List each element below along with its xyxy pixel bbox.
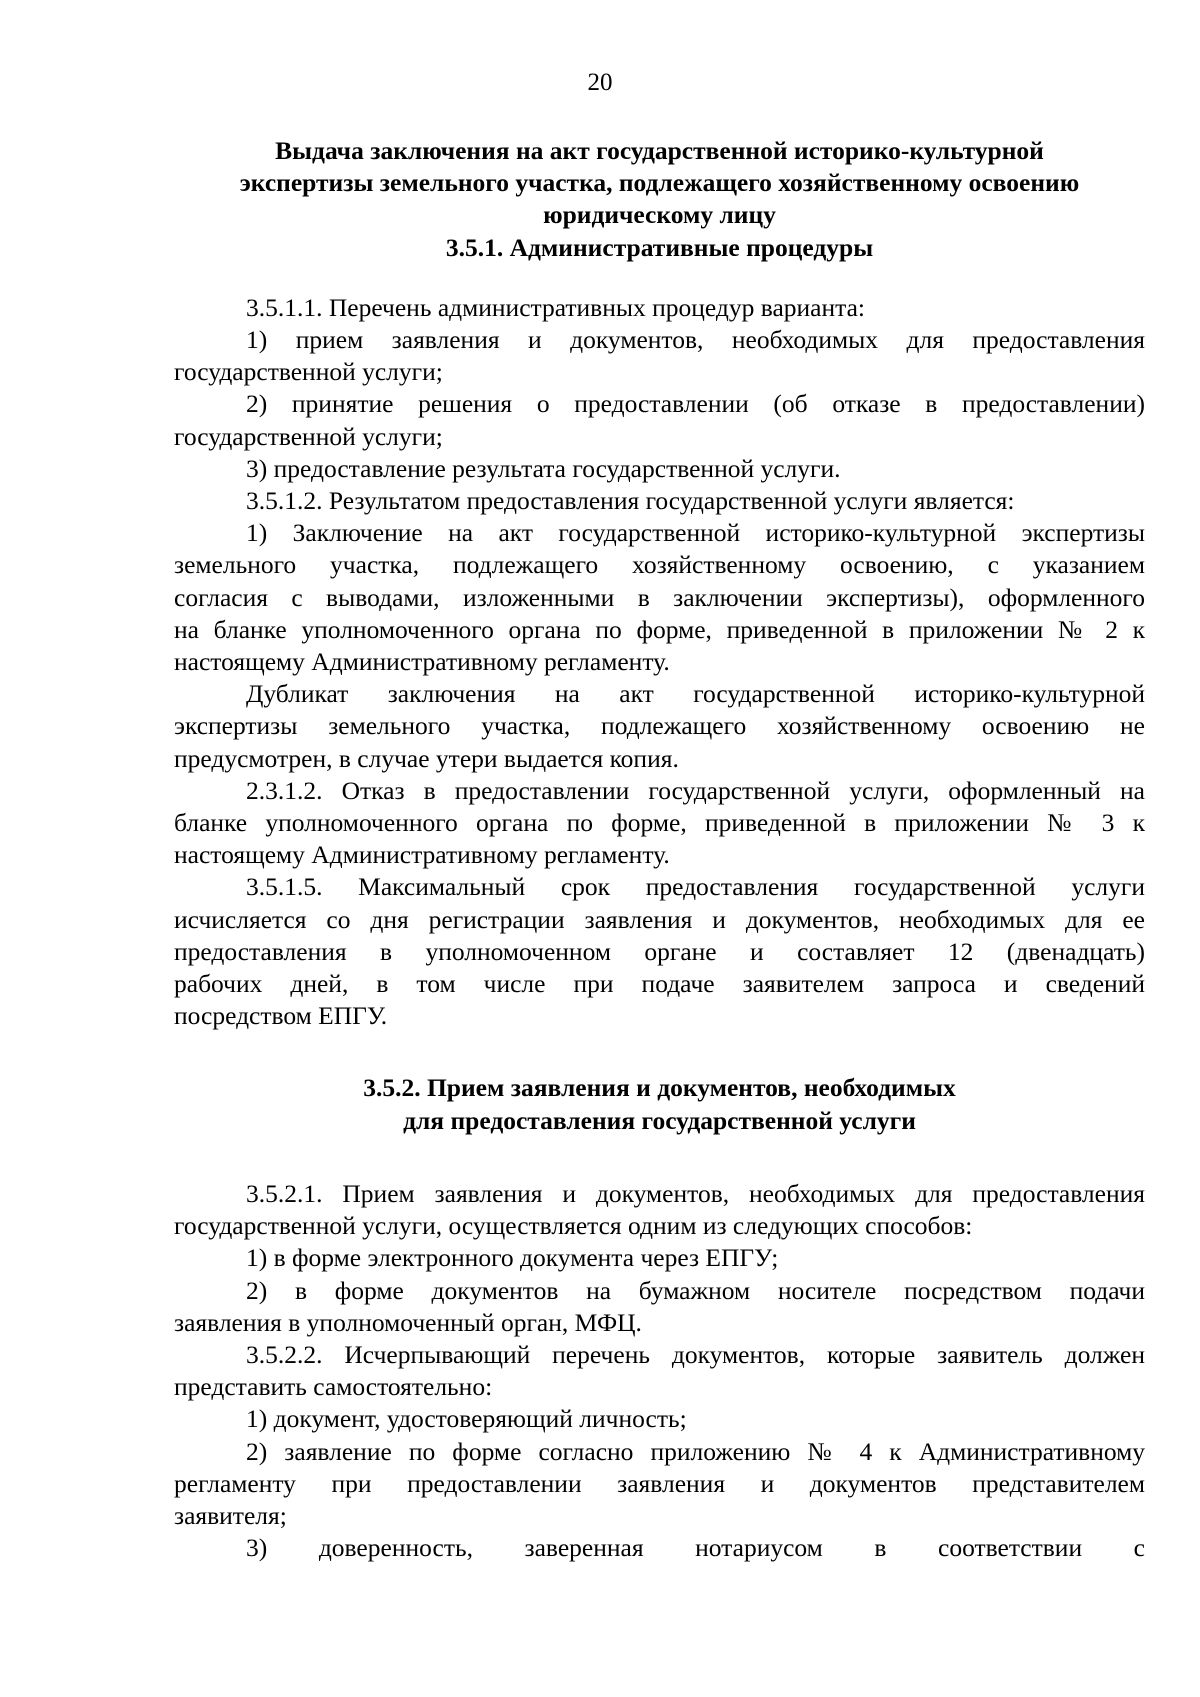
text-line: настоящему Административному регламенту.: [174, 840, 670, 870]
page-number: 20: [587, 69, 613, 96]
paragraph: [174, 292, 1145, 324]
text-line: 2) принятие решения о предоставлении (об отказе в предоставлении): [246, 389, 1145, 419]
text-line: заявления в уполномоченный орган, МФЦ.: [174, 1307, 642, 1337]
text-line: на бланке уполномоченного органа по форме, приведенной в приложении № 2 к: [174, 614, 1145, 644]
paragraph: [174, 678, 1145, 775]
list-item: [174, 1532, 1145, 1564]
text-line: 3.5.2.2. Исчерпывающий перечень документов, которые заявитель должен: [246, 1339, 1145, 1369]
text-line: исчисляется со дня регистрации заявления и документов, необходимых для ее: [174, 904, 1145, 934]
paragraph: [174, 1339, 1145, 1403]
text-line: 2.3.1.2. Отказ в предоставлении государственной услуги, оформленный на: [246, 775, 1145, 805]
text-line: государственной услуги;: [174, 357, 443, 387]
text-line: бланке уполномоченного органа по форме, приведенной в приложении № 3 к: [174, 808, 1145, 838]
text-line: 3.5.1.2. Результатом предоставления государственной услуги является:: [246, 486, 1015, 516]
list-item: [174, 324, 1145, 388]
text-line: 3) предоставление результата государственной услуги.: [246, 453, 841, 483]
text-line: государственной услуги, осуществляется одним из следующих способов:: [174, 1211, 973, 1241]
section-3-5-2-body: [174, 1178, 1145, 1564]
text-line: регламенту при предоставлении заявления и документов представителем: [174, 1468, 1145, 1498]
text-line: 3) доверенность, заверенная нотариусом в соответствии с: [246, 1533, 1145, 1563]
text-line: земельного участка, подлежащего хозяйственному освоению, с указанием: [174, 550, 1145, 580]
list-item: [174, 1275, 1145, 1339]
list-item: [174, 1403, 1145, 1435]
paragraph: [174, 775, 1145, 872]
paragraph: [174, 871, 1145, 1032]
list-item: [174, 388, 1145, 452]
text-line: 3.5.1.1. Перечень административных процедур варианта:: [246, 292, 865, 322]
text-line: рабочих дней, в том числе при подаче заявителем запроса и сведений: [174, 969, 1145, 999]
text-line: согласия с выводами, изложенными в заключении экспертизы), оформленного: [174, 582, 1145, 612]
text-line: 2) в форме документов на бумажном носителе посредством подачи: [246, 1275, 1145, 1305]
text-line: представить самостоятельно:: [174, 1372, 493, 1402]
subsection-heading: [174, 1072, 1145, 1136]
text-line: 1) прием заявления и документов, необходимых для предоставления: [246, 325, 1145, 355]
section-heading-line: Выдача заключения на акт государственной историко-культурной: [275, 136, 1044, 165]
text-line: предусмотрен, в случае утери выдается копия.: [174, 743, 679, 773]
paragraph: [174, 485, 1145, 517]
list-item: [174, 1436, 1145, 1533]
list-item: [174, 453, 1145, 485]
subsection-heading-line: 3.5.2. Прием заявления и документов, необходимых: [363, 1073, 956, 1103]
text-line: заявителя;: [174, 1500, 287, 1530]
text-line: экспертизы земельного участка, подлежащего хозяйственному освоению не: [174, 711, 1145, 741]
text-line: 3.5.1.5. Максимальный срок предоставления государственной услуги: [246, 872, 1145, 902]
document-body: [174, 135, 1145, 1564]
section-heading-line: экспертизы земельного участка, подлежащего хозяйственному освоению: [239, 168, 1080, 198]
text-line: 1) в форме электронного документа через ЕПГУ;: [246, 1243, 779, 1273]
text-line: 1) Заключение на акт государственной историко-культурной экспертизы: [246, 518, 1145, 548]
subsection-heading-line: для предоставления государственной услуги: [403, 1105, 916, 1135]
text-line: настоящему Административному регламенту.: [174, 647, 670, 677]
section-3-5-1-body: [174, 292, 1145, 1033]
list-item: [174, 1242, 1145, 1274]
text-line: государственной услуги;: [174, 421, 443, 451]
section-heading-line: юридическому лицу: [543, 200, 776, 230]
section-heading: [174, 135, 1145, 264]
text-line: Дубликат заключения на акт государственной историко-культурной: [246, 679, 1145, 709]
text-line: 1) документ, удостоверяющий личность;: [246, 1404, 687, 1434]
list-item: [174, 517, 1145, 678]
paragraph: [174, 1178, 1145, 1242]
text-line: предоставления в уполномоченном органе и составляет 12 (двенадцать): [174, 936, 1145, 966]
subsection-title: 3.5.1. Административные процедуры: [445, 232, 874, 262]
text-line: посредством ЕПГУ.: [174, 1001, 388, 1031]
text-line: 2) заявление по форме согласно приложению № 4 к Административному: [246, 1436, 1145, 1466]
text-line: 3.5.2.1. Прием заявления и документов, необходимых для предоставления: [246, 1178, 1145, 1208]
